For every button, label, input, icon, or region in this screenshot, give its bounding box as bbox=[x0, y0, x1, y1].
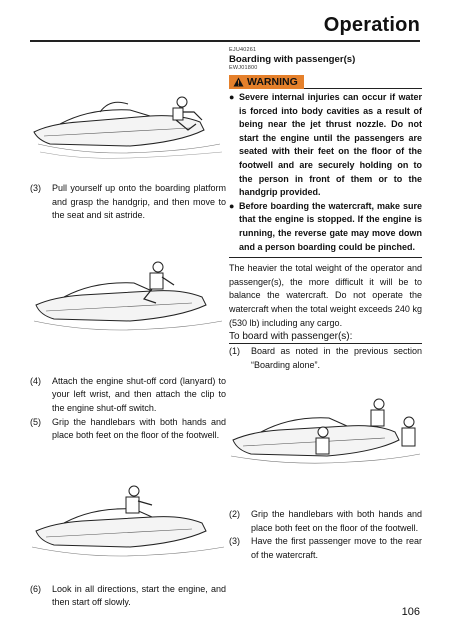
step-2 bbox=[229, 508, 422, 535]
bullet-icon: ● bbox=[229, 200, 235, 211]
warning-triangle-icon bbox=[233, 77, 244, 87]
illustration-passenger-boarding bbox=[229, 382, 422, 482]
watercraft-drawing bbox=[229, 382, 422, 482]
step-3-passenger bbox=[229, 535, 422, 562]
step-text: Grip the handlebars with both hands and place both feet on the floor of the footwell. bbox=[52, 416, 226, 441]
step-text: Board as noted in the previous section “Boarding alone”. bbox=[251, 346, 422, 370]
step-1 bbox=[229, 345, 422, 372]
page-section-title: Operation bbox=[323, 14, 420, 36]
warning-item bbox=[229, 200, 422, 254]
left-column bbox=[30, 60, 226, 610]
warning-badge bbox=[229, 75, 304, 89]
warning-code: EWJ01800 bbox=[229, 65, 258, 71]
bullet-icon: ● bbox=[229, 92, 235, 102]
warning-list bbox=[229, 91, 422, 254]
weight-paragraph: The heavier the total weight of the operator and passenger(s), the more difficult it will be to balance the watercraft. Do not operate the watercraft when the total weight exceeds 240 kg (530 lb) including any cargo. bbox=[229, 263, 422, 328]
warning-text: Before boarding the watercraft, make sure that the engine is stopped. If the engine is running, the reverse gate may move down and a person boarding could be pinched. bbox=[239, 200, 422, 252]
subheading: To board with passenger(s): bbox=[229, 331, 353, 343]
right-column bbox=[229, 47, 422, 563]
warning-text: Severe internal injuries can occur if water is forced into body cavities as a result of being near the jet thrust nozzle. Do not start the engine until the passengers are seated with their feet on the floor of the footwell and are securely holding on to the person in front of them or to the handgrip provided. bbox=[239, 92, 422, 198]
warning-end-rule bbox=[229, 257, 422, 258]
warning-header bbox=[229, 75, 422, 89]
step-number: (5) bbox=[30, 416, 41, 427]
header-divider bbox=[30, 40, 420, 42]
warning-rule bbox=[304, 88, 422, 89]
step-text: Grip the handlebars with both hands and place both feet on the floor of the footwell. bbox=[251, 509, 422, 533]
step-text: Attach the engine shut-off cord (lanyard) to your left wrist, and then attach the clip to the engine shut-off switch. bbox=[52, 375, 226, 413]
watercraft-drawing bbox=[30, 60, 226, 178]
step-text: Pull yourself up onto the boarding platform and grasp the handgrip, and then move to the seat and sit astride. bbox=[52, 183, 226, 221]
illustration-seated-rider bbox=[30, 241, 226, 349]
watercraft-drawing bbox=[30, 469, 226, 573]
step-3 bbox=[30, 182, 226, 223]
warning-label: WARNING bbox=[247, 76, 298, 88]
illustration-rider-ready bbox=[30, 469, 226, 573]
step-number: (6) bbox=[30, 583, 41, 594]
section-code: EJU40261 bbox=[229, 47, 257, 53]
step-number: (3) bbox=[229, 536, 240, 547]
step-number: (4) bbox=[30, 375, 41, 386]
subheading-rule bbox=[229, 343, 422, 344]
section-heading: Boarding with passenger(s) bbox=[229, 54, 356, 65]
watercraft-drawing bbox=[30, 241, 226, 349]
step-text: Look in all directions, start the engine, and then start off slowly. bbox=[52, 583, 226, 608]
step-number: (2) bbox=[229, 509, 240, 520]
step-number: (3) bbox=[30, 183, 41, 193]
step-number: (1) bbox=[229, 346, 240, 357]
step-6 bbox=[30, 583, 226, 610]
page-number: 106 bbox=[401, 606, 420, 618]
warning-item bbox=[229, 91, 422, 200]
step-text: Have the first passenger move to the rear of the watercraft. bbox=[251, 536, 422, 561]
illustration-climb-onto-platform bbox=[30, 60, 226, 178]
step-4 bbox=[30, 375, 226, 416]
step-5 bbox=[30, 416, 226, 443]
